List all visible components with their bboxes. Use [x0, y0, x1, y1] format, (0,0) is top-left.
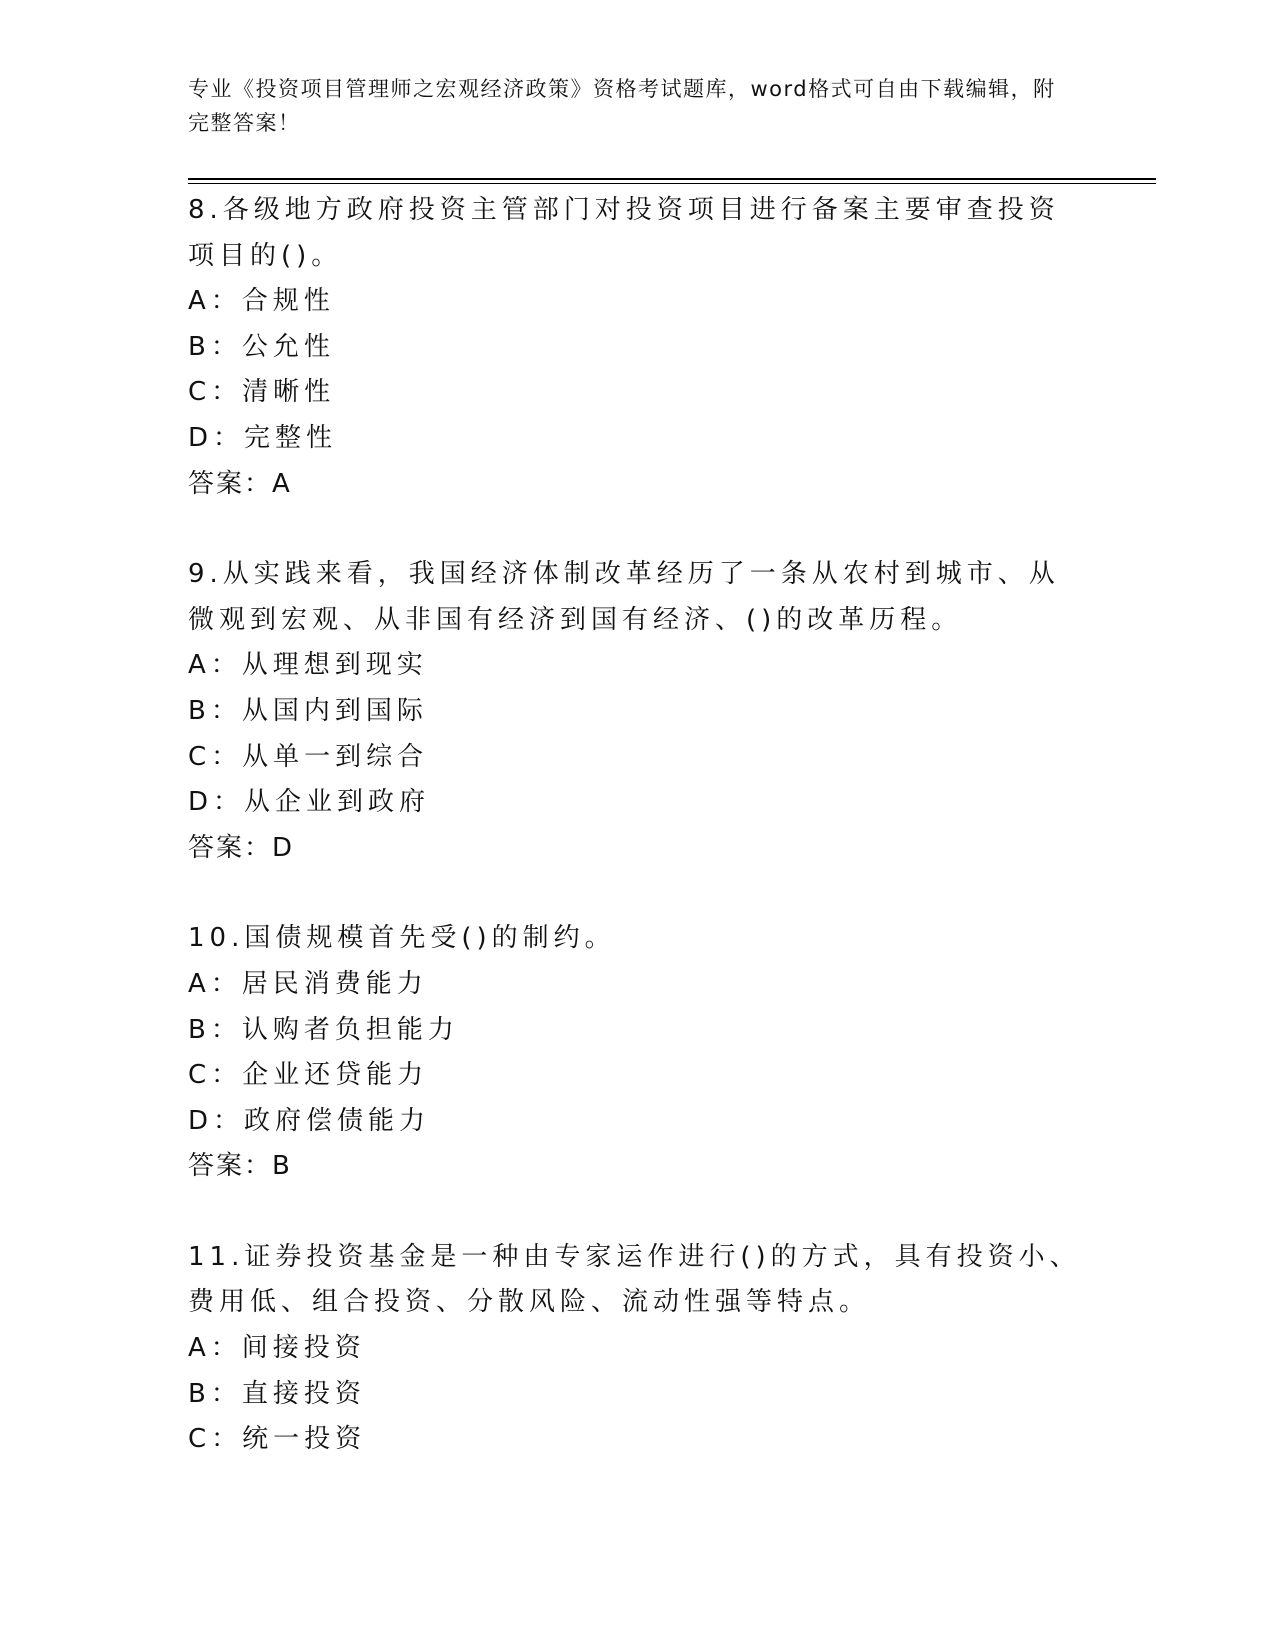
option-d: D：政府偿债能力	[188, 1105, 431, 1136]
question-text: 11.证券投资基金是一种由专家运作进行()的方式，具有投资小、费用低、组合投资、分散风险、流动性强等特点。	[188, 1241, 1081, 1318]
header-divider-thick	[188, 178, 1156, 180]
option-a: A：从理想到现实	[188, 650, 428, 681]
document-header: 专业《投资项目管理师之宏观经济政策》资格考试题库，word格式可自由下载编辑，附完整答案！	[188, 77, 1056, 135]
answer: 答案：B	[188, 1151, 292, 1182]
question-text: 10.国债规模首先受()的制约。	[188, 923, 616, 954]
option-b: B：公允性	[188, 331, 335, 362]
option-b: B：直接投资	[188, 1378, 366, 1409]
option-d: D：从企业到政府	[188, 787, 431, 818]
answer: 答案：A	[188, 468, 292, 499]
question-text: 8.各级地方政府投资主管部门对投资项目进行备案主要审查投资项目的()。	[188, 195, 1060, 271]
option-a: A：间接投资	[188, 1333, 366, 1364]
option-c: C：统一投资	[188, 1424, 367, 1455]
option-c: C：企业还贷能力	[188, 1060, 429, 1091]
question-11	[188, 1235, 1088, 1463]
option-d: D：完整性	[188, 422, 338, 453]
question-9	[188, 552, 1088, 871]
option-a: A：合规性	[188, 286, 335, 317]
option-c: C：清晰性	[188, 377, 336, 408]
question-8	[188, 188, 1088, 507]
option-b: B：从国内到国际	[188, 695, 428, 726]
option-c: C：从单一到综合	[188, 741, 429, 772]
question-10	[188, 916, 1088, 1190]
header-divider-thin	[188, 183, 1156, 184]
option-b: B：认购者负担能力	[188, 1014, 459, 1045]
question-list	[188, 188, 1088, 1508]
question-text: 9.从实践来看，我国经济体制改革经历了一条从农村到城市、从微观到宏观、从非国有经济到国有经济、()的改革历程。	[188, 559, 1060, 635]
answer: 答案：D	[188, 832, 295, 863]
option-a: A：居民消费能力	[188, 968, 428, 999]
